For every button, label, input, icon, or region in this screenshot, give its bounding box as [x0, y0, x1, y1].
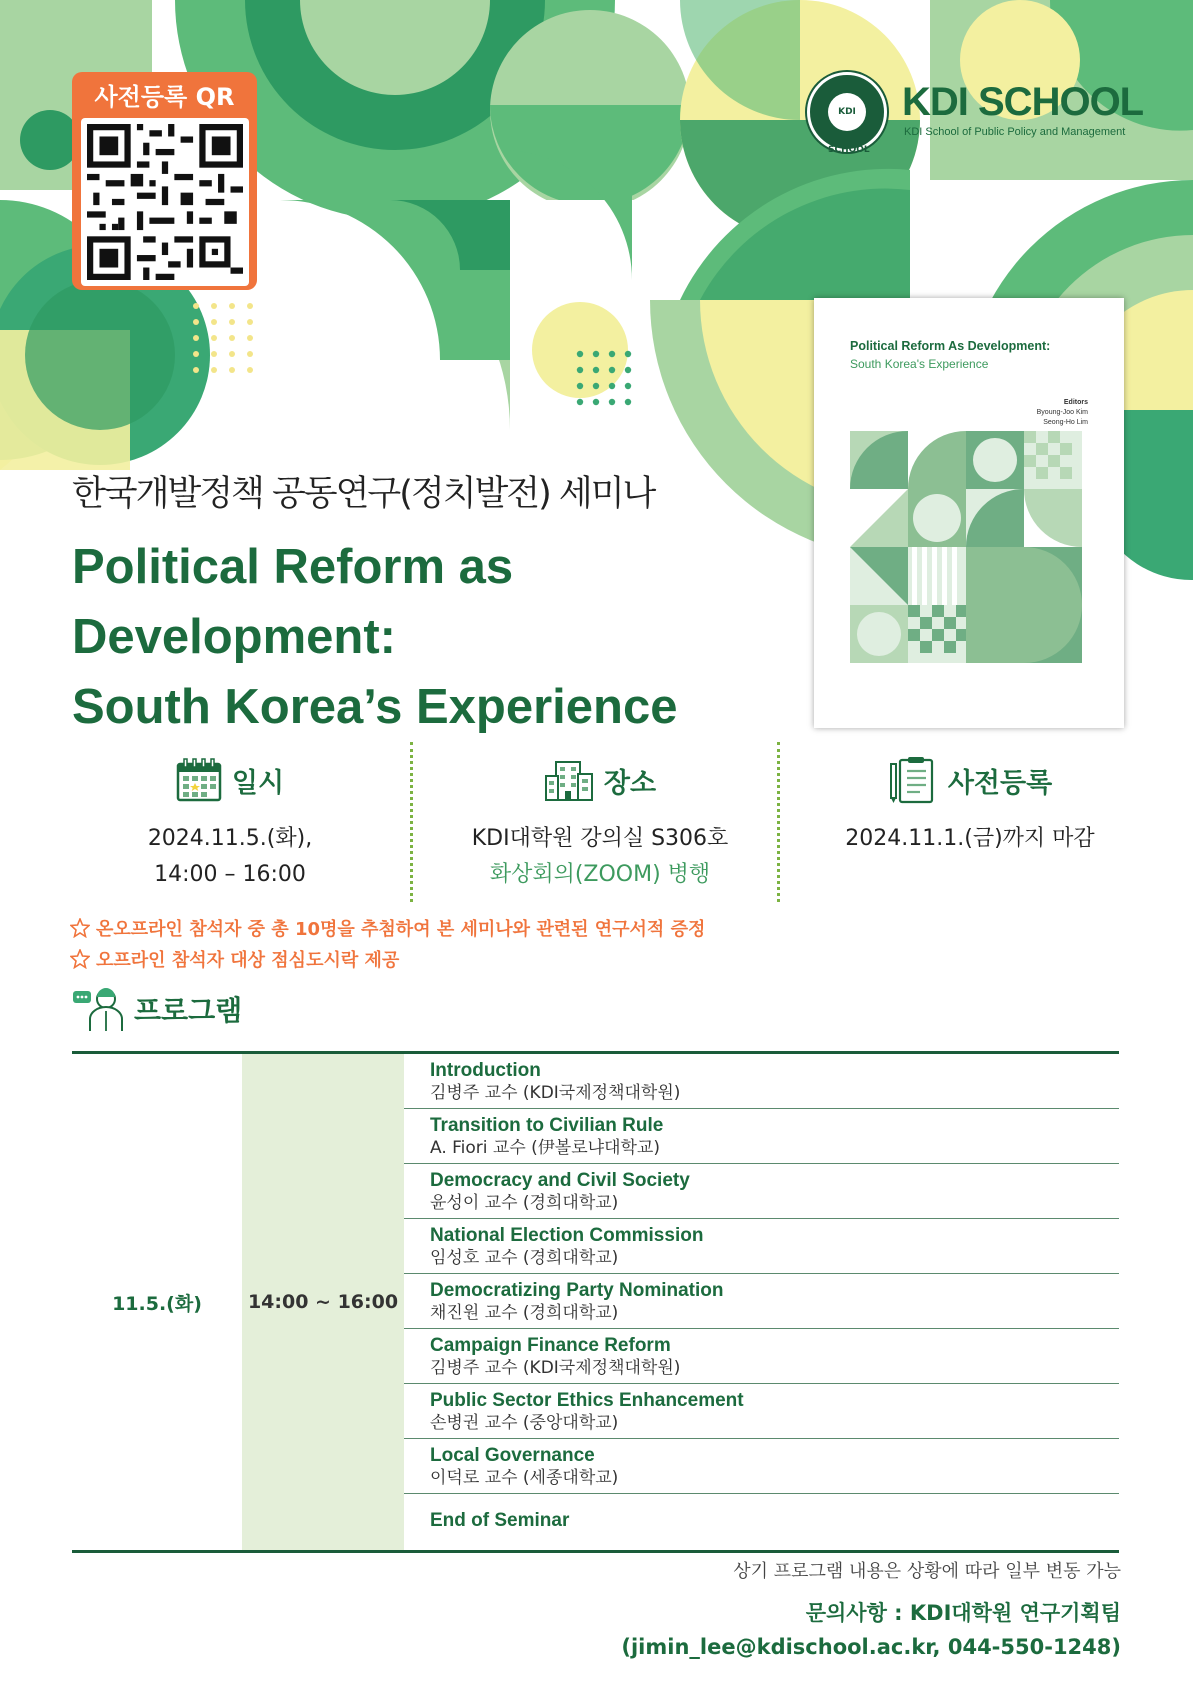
kdi-school-logo[interactable] — [807, 70, 1144, 155]
notes — [70, 912, 705, 974]
table-row: Public Sector Ethics Enhancement 손병권 교수 (중앙대학교) — [404, 1384, 1119, 1439]
book-subtitle: South Korea's Experience — [850, 357, 989, 371]
qr-title: 사전등록 QR — [94, 83, 235, 111]
title-line: South Korea’s Experience — [72, 680, 678, 734]
program-label: 프로그램 — [134, 994, 243, 1027]
table-row: Campaign Finance Reform 김병주 교수 (KDI국제정책대학원) — [404, 1329, 1119, 1384]
table-row: Introduction 김병주 교수 (KDI국제정책대학원) — [404, 1054, 1119, 1109]
kdi-seal-icon: KDI SCHOOL — [807, 72, 887, 152]
program-table — [72, 1051, 1119, 1553]
book-editors: Editors Byoung-Joo Kim Seong-Ho Lim — [1036, 399, 1088, 426]
seminar-subtitle: 한국개발정책 공동연구(정치발전) 세미나 — [72, 474, 655, 514]
qr-code[interactable] — [81, 118, 249, 286]
note-item: 온오프라인 참석자 중 총 10명을 추첨하여 본 세미나와 관련된 연구서적 증정 — [70, 912, 705, 943]
title-line: Development: — [72, 610, 397, 664]
table-row: Democratizing Party Nomination 채진원 교수 (경희대학교) — [404, 1274, 1119, 1329]
book-cover — [814, 298, 1124, 728]
program-items — [404, 1054, 1119, 1550]
program-heading — [72, 985, 242, 1033]
info-register-label: 사전등록 — [947, 767, 1053, 799]
building-icon — [544, 758, 594, 802]
book-pattern-art — [850, 431, 1082, 663]
info-date — [72, 753, 388, 893]
program-time: 14:00 ~ 16:00 — [242, 1054, 404, 1550]
divider — [777, 742, 781, 902]
program-change-note: 상기 프로그램 내용은 상황에 따라 일부 변동 가능 — [733, 1561, 1121, 1582]
table-row: National Election Commission 임성호 교수 (경희대학교) — [404, 1219, 1119, 1274]
divider — [410, 742, 414, 902]
logo-name: KDI SCHOOL — [902, 80, 1144, 124]
info-place-text: KDI대학원 강의실 S306호 화상회의(ZOOM) 병행 — [430, 821, 770, 893]
info-place — [430, 753, 770, 893]
book-title: Political Reform As Development: — [850, 339, 1051, 353]
table-row: Local Governance 이덕로 교수 (세종대학교) — [404, 1439, 1119, 1494]
calendar-icon — [176, 758, 222, 802]
info-date-text: 2024.11.5.(화), 14:00 – 16:00 — [147, 826, 313, 887]
contact-email-phone[interactable]: (jimin_lee@kdischool.ac.kr, 044-550-1248) — [621, 1635, 1121, 1659]
table-row-end: End of Seminar — [430, 1510, 570, 1531]
table-row: Transition to Civilian Rule A. Fiori 교수 (伊볼로냐대학교) — [404, 1109, 1119, 1164]
qr-code-icon — [87, 124, 243, 280]
star-icon — [70, 918, 90, 938]
seminar-title — [72, 532, 677, 742]
clipboard-pen-icon — [888, 756, 938, 804]
title-line: Political Reform as — [72, 540, 514, 594]
info-place-label: 장소 — [603, 767, 657, 799]
table-row: Democracy and Civil Society 윤성이 교수 (경희대학교) — [404, 1164, 1119, 1219]
info-register — [800, 753, 1140, 857]
note-item: 오프라인 참석자 대상 점심도시락 제공 — [70, 943, 705, 974]
speaker-icon — [72, 985, 126, 1033]
star-icon — [70, 949, 90, 969]
program-date: 11.5.(화) — [112, 1292, 202, 1315]
contact-team: 문의사항 : KDI대학원 연구기획팀 — [805, 1601, 1121, 1625]
info-register-text: 2024.11.1.(금)까지 마감 — [845, 826, 1095, 851]
zoom-note: 화상회의(ZOOM) 병행 — [489, 862, 711, 887]
qr-registration-card[interactable] — [72, 72, 257, 290]
logo-subtitle: KDI School of Public Policy and Management — [904, 126, 1126, 138]
info-date-label: 일시 — [231, 767, 285, 799]
contact-info — [621, 1596, 1121, 1664]
